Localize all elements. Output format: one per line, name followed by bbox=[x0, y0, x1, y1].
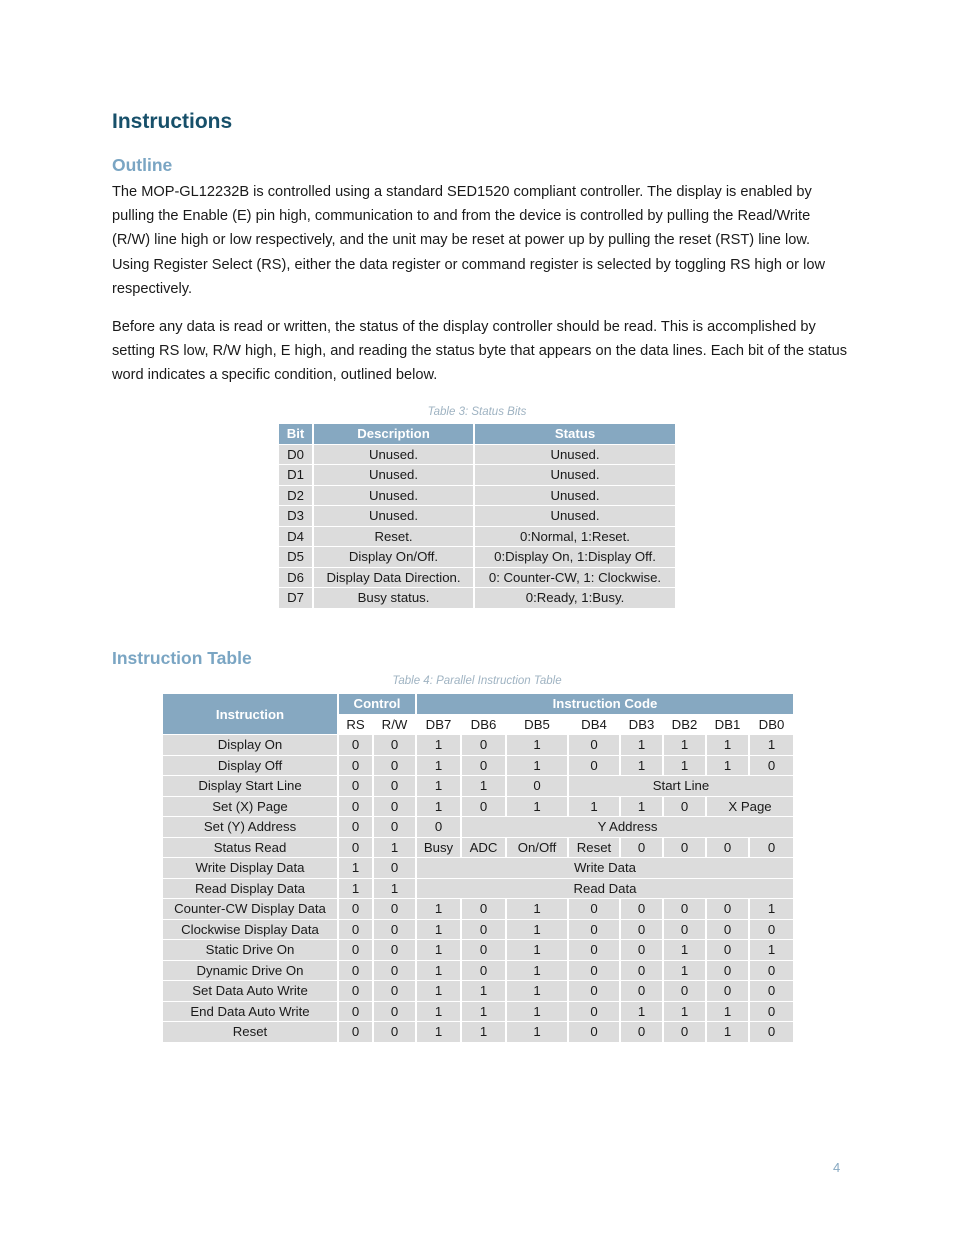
table-cell: 1 bbox=[750, 899, 793, 920]
column-group-control: Control bbox=[339, 694, 417, 715]
table-cell: 0 bbox=[664, 920, 707, 941]
column-header-db3: DB3 bbox=[621, 715, 664, 736]
status-cell: Unused. bbox=[475, 445, 675, 466]
table-cell: 0 bbox=[374, 940, 417, 961]
table-cell: 0 bbox=[339, 817, 374, 838]
instruction-name: Set (Y) Address bbox=[163, 817, 339, 838]
table-cell: 0 bbox=[374, 981, 417, 1002]
page-number: 4 bbox=[833, 1160, 841, 1175]
table-row bbox=[163, 838, 793, 859]
table-row bbox=[279, 445, 675, 466]
table-cell: 1 bbox=[664, 756, 707, 777]
table-cell: 1 bbox=[507, 899, 569, 920]
column-header-status: Status bbox=[475, 424, 675, 445]
table-cell: 0 bbox=[374, 735, 417, 756]
table-cell: 0 bbox=[707, 920, 750, 941]
section-title: Instructions bbox=[112, 110, 233, 133]
table-row bbox=[163, 961, 793, 982]
table-cell: 1 bbox=[462, 1022, 507, 1043]
table-cell: 1 bbox=[339, 879, 374, 900]
table-cell: 0 bbox=[664, 899, 707, 920]
table-cell: 0 bbox=[569, 1022, 621, 1043]
table-cell: ADC bbox=[462, 838, 507, 859]
table-cell: 1 bbox=[417, 899, 462, 920]
table-cell: 0 bbox=[374, 899, 417, 920]
table-cell: 1 bbox=[664, 940, 707, 961]
table-cell: 1 bbox=[750, 940, 793, 961]
table-cell: 1 bbox=[707, 756, 750, 777]
table-row bbox=[279, 588, 675, 609]
instruction-name: Set Data Auto Write bbox=[163, 981, 339, 1002]
table-cell: 1 bbox=[417, 797, 462, 818]
table-row bbox=[163, 940, 793, 961]
table-cell: 0 bbox=[750, 1022, 793, 1043]
table-cell: 1 bbox=[417, 961, 462, 982]
table-cell: 1 bbox=[339, 858, 374, 879]
column-header-description: Description bbox=[314, 424, 475, 445]
instruction-name: Dynamic Drive On bbox=[163, 961, 339, 982]
table-cell: 0 bbox=[339, 920, 374, 941]
table-cell: 1 bbox=[707, 1002, 750, 1023]
table-cell: 0 bbox=[374, 817, 417, 838]
table-row bbox=[279, 527, 675, 548]
table-cell: 0 bbox=[339, 899, 374, 920]
table-cell: 1 bbox=[507, 920, 569, 941]
column-header-db0: DB0 bbox=[750, 715, 793, 736]
table-cell: 1 bbox=[417, 940, 462, 961]
table-cell: 1 bbox=[417, 1002, 462, 1023]
table-row bbox=[163, 858, 793, 879]
table-row bbox=[163, 1002, 793, 1023]
table-cell: 1 bbox=[621, 797, 664, 818]
table-cell: 1 bbox=[417, 756, 462, 777]
table-cell: 1 bbox=[664, 961, 707, 982]
table-cell: 0 bbox=[374, 1022, 417, 1043]
table-cell: 0 bbox=[339, 961, 374, 982]
bit-cell: D6 bbox=[279, 568, 314, 589]
table-cell: 1 bbox=[507, 756, 569, 777]
outline-paragraph-1: The MOP-GL12232B is controlled using a standard SED1520 compliant controller. The display is enabled by pulling the Enable (E) pin high, communication to and from the device is controlled by pulling the Read/Write (R/W) line high or low respectively, and the unit may be reset at power up by pulling the reset (RST) line low. Using Register Select (RS), either the data register or command register is selected by toggling RS high or low respectively. bbox=[112, 184, 825, 297]
table-cell: 0 bbox=[621, 899, 664, 920]
table-cell: 1 bbox=[507, 797, 569, 818]
table-cell: 0 bbox=[462, 940, 507, 961]
table-row bbox=[279, 568, 675, 589]
table-cell: 0 bbox=[664, 981, 707, 1002]
table-cell: 1 bbox=[507, 735, 569, 756]
table-cell: 0 bbox=[339, 756, 374, 777]
status-cell: Unused. bbox=[475, 506, 675, 527]
table-cell: Busy bbox=[417, 838, 462, 859]
column-header-bit: Bit bbox=[279, 424, 314, 445]
column-header-rs: RS bbox=[339, 715, 374, 736]
status-cell: 0:Normal, 1:Reset. bbox=[475, 527, 675, 548]
table-cell: 0 bbox=[569, 981, 621, 1002]
table-row bbox=[163, 1022, 793, 1043]
table-cell: 1 bbox=[462, 981, 507, 1002]
table-cell: 0 bbox=[569, 1002, 621, 1023]
bit-cell: D7 bbox=[279, 588, 314, 609]
table-cell: 1 bbox=[507, 1002, 569, 1023]
table-cell: 0 bbox=[707, 981, 750, 1002]
table-cell: 0 bbox=[374, 961, 417, 982]
table-cell: Reset bbox=[569, 838, 621, 859]
table-cell: 0 bbox=[750, 756, 793, 777]
table-cell: 1 bbox=[621, 735, 664, 756]
table-row bbox=[279, 547, 675, 568]
description-cell: Display Data Direction. bbox=[314, 568, 475, 589]
description-cell: Reset. bbox=[314, 527, 475, 548]
table-cell: 1 bbox=[621, 756, 664, 777]
table-cell: 1 bbox=[462, 1002, 507, 1023]
table-row bbox=[279, 486, 675, 507]
column-group-instruction-code: Instruction Code bbox=[417, 694, 793, 715]
table-cell: 0 bbox=[621, 940, 664, 961]
status-cell: 0:Display On, 1:Display Off. bbox=[475, 547, 675, 568]
table-cell: 0 bbox=[621, 981, 664, 1002]
table-cell: 0 bbox=[339, 735, 374, 756]
table-row bbox=[163, 735, 793, 756]
table-cell: 1 bbox=[417, 981, 462, 1002]
bit-cell: D1 bbox=[279, 465, 314, 486]
table-cell: 0 bbox=[462, 797, 507, 818]
table-cell: 0 bbox=[621, 920, 664, 941]
column-header-db6: DB6 bbox=[462, 715, 507, 736]
instruction-name: Reset bbox=[163, 1022, 339, 1043]
table-cell: 0 bbox=[621, 961, 664, 982]
table-cell: 1 bbox=[750, 735, 793, 756]
column-header-db2: DB2 bbox=[664, 715, 707, 736]
table-row bbox=[163, 879, 793, 900]
instruction-name: Status Read bbox=[163, 838, 339, 859]
merged-cell: Write Data bbox=[417, 858, 793, 879]
status-cell: Unused. bbox=[475, 465, 675, 486]
table-cell: 0 bbox=[462, 961, 507, 982]
table-cell: 0 bbox=[621, 1022, 664, 1043]
table-cell: 0 bbox=[339, 981, 374, 1002]
table-cell: 0 bbox=[339, 1022, 374, 1043]
table-cell: 1 bbox=[707, 735, 750, 756]
table-cell: 1 bbox=[507, 961, 569, 982]
table-cell: On/Off bbox=[507, 838, 569, 859]
table-cell: 1 bbox=[569, 797, 621, 818]
table-row bbox=[163, 797, 793, 818]
table-cell: 1 bbox=[707, 1022, 750, 1043]
table-cell: 0 bbox=[374, 1002, 417, 1023]
status-cell: 0: Counter-CW, 1: Clockwise. bbox=[475, 568, 675, 589]
parallel-instruction-table bbox=[163, 694, 793, 1043]
table-row bbox=[279, 465, 675, 486]
table-cell: 0 bbox=[707, 838, 750, 859]
merged-cell: X Page bbox=[707, 797, 793, 818]
table-cell: 0 bbox=[339, 776, 374, 797]
column-header-db1: DB1 bbox=[707, 715, 750, 736]
table-cell: 0 bbox=[569, 920, 621, 941]
table-cell: 1 bbox=[417, 776, 462, 797]
instruction-name: Clockwise Display Data bbox=[163, 920, 339, 941]
table-row bbox=[163, 817, 793, 838]
table-cell: 1 bbox=[417, 920, 462, 941]
status-cell: 0:Ready, 1:Busy. bbox=[475, 588, 675, 609]
status-cell: Unused. bbox=[475, 486, 675, 507]
instruction-name: End Data Auto Write bbox=[163, 1002, 339, 1023]
column-header-rw: R/W bbox=[374, 715, 417, 736]
table-cell: 0 bbox=[750, 961, 793, 982]
table-cell: 0 bbox=[569, 899, 621, 920]
table-cell: 0 bbox=[374, 776, 417, 797]
table-cell: 0 bbox=[569, 735, 621, 756]
table-cell: 0 bbox=[569, 940, 621, 961]
table-cell: 0 bbox=[462, 899, 507, 920]
merged-cell: Y Address bbox=[462, 817, 793, 838]
column-header-instruction: Instruction bbox=[163, 694, 339, 735]
description-cell: Display On/Off. bbox=[314, 547, 475, 568]
table-cell: 0 bbox=[707, 940, 750, 961]
table-cell: 0 bbox=[664, 838, 707, 859]
table-cell: 0 bbox=[462, 735, 507, 756]
table-cell: 1 bbox=[507, 940, 569, 961]
table-cell: 1 bbox=[621, 1002, 664, 1023]
table-row bbox=[163, 981, 793, 1002]
bit-cell: D3 bbox=[279, 506, 314, 527]
table-cell: 1 bbox=[664, 735, 707, 756]
merged-cell: Start Line bbox=[569, 776, 793, 797]
table-cell: 0 bbox=[621, 838, 664, 859]
instruction-table-caption: Table 4: Parallel Instruction Table bbox=[392, 675, 562, 687]
instruction-name: Read Display Data bbox=[163, 879, 339, 900]
table-row bbox=[163, 920, 793, 941]
table-cell: 0 bbox=[462, 756, 507, 777]
table-row bbox=[163, 756, 793, 777]
table-cell: 0 bbox=[707, 899, 750, 920]
status-table-caption: Table 3: Status Bits bbox=[427, 406, 527, 418]
table-cell: 0 bbox=[507, 776, 569, 797]
table-cell: 1 bbox=[507, 981, 569, 1002]
instruction-name: Set (X) Page bbox=[163, 797, 339, 818]
table-cell: 0 bbox=[569, 961, 621, 982]
table-row bbox=[279, 506, 675, 527]
description-cell: Busy status. bbox=[314, 588, 475, 609]
status-bits-table bbox=[279, 424, 675, 609]
table-cell: 0 bbox=[339, 1002, 374, 1023]
table-cell: 1 bbox=[417, 735, 462, 756]
table-cell: 0 bbox=[664, 1022, 707, 1043]
table-cell: 1 bbox=[664, 1002, 707, 1023]
table-cell: 0 bbox=[750, 1002, 793, 1023]
outline-title: Outline bbox=[112, 155, 173, 175]
instruction-name: Counter-CW Display Data bbox=[163, 899, 339, 920]
column-header-db5: DB5 bbox=[507, 715, 569, 736]
table-cell: 0 bbox=[339, 838, 374, 859]
instruction-table-title: Instruction Table bbox=[112, 648, 252, 668]
table-cell: 1 bbox=[417, 1022, 462, 1043]
bit-cell: D4 bbox=[279, 527, 314, 548]
table-cell: 0 bbox=[374, 858, 417, 879]
description-cell: Unused. bbox=[314, 445, 475, 466]
instruction-name: Display On bbox=[163, 735, 339, 756]
table-cell: 1 bbox=[374, 838, 417, 859]
table-cell: 0 bbox=[664, 797, 707, 818]
table-row bbox=[163, 899, 793, 920]
instruction-name: Static Drive On bbox=[163, 940, 339, 961]
outline-paragraph-2: Before any data is read or written, the status of the display controller should be read. This is accomplished by setting RS low, R/W high, E high, and reading the status byte that appears on the data lines. Each bit of the status word indicates a specific condition, outlined below. bbox=[112, 319, 847, 384]
column-header-db4: DB4 bbox=[569, 715, 621, 736]
table-cell: 0 bbox=[339, 797, 374, 818]
bit-cell: D2 bbox=[279, 486, 314, 507]
description-cell: Unused. bbox=[314, 486, 475, 507]
description-cell: Unused. bbox=[314, 506, 475, 527]
description-cell: Unused. bbox=[314, 465, 475, 486]
column-header-db7: DB7 bbox=[417, 715, 462, 736]
bit-cell: D5 bbox=[279, 547, 314, 568]
table-cell: 0 bbox=[750, 981, 793, 1002]
table-cell: 0 bbox=[374, 797, 417, 818]
merged-cell: Read Data bbox=[417, 879, 793, 900]
table-cell: 0 bbox=[569, 756, 621, 777]
table-cell: 0 bbox=[374, 920, 417, 941]
table-cell: 1 bbox=[374, 879, 417, 900]
instruction-name: Display Start Line bbox=[163, 776, 339, 797]
table-cell: 0 bbox=[417, 817, 462, 838]
table-cell: 0 bbox=[374, 756, 417, 777]
table-row bbox=[163, 776, 793, 797]
table-cell: 1 bbox=[462, 776, 507, 797]
instruction-name: Write Display Data bbox=[163, 858, 339, 879]
bit-cell: D0 bbox=[279, 445, 314, 466]
table-cell: 0 bbox=[750, 838, 793, 859]
table-cell: 0 bbox=[707, 961, 750, 982]
table-cell: 1 bbox=[507, 1022, 569, 1043]
table-cell: 0 bbox=[750, 920, 793, 941]
instruction-name: Display Off bbox=[163, 756, 339, 777]
table-cell: 0 bbox=[462, 920, 507, 941]
table-cell: 0 bbox=[339, 940, 374, 961]
